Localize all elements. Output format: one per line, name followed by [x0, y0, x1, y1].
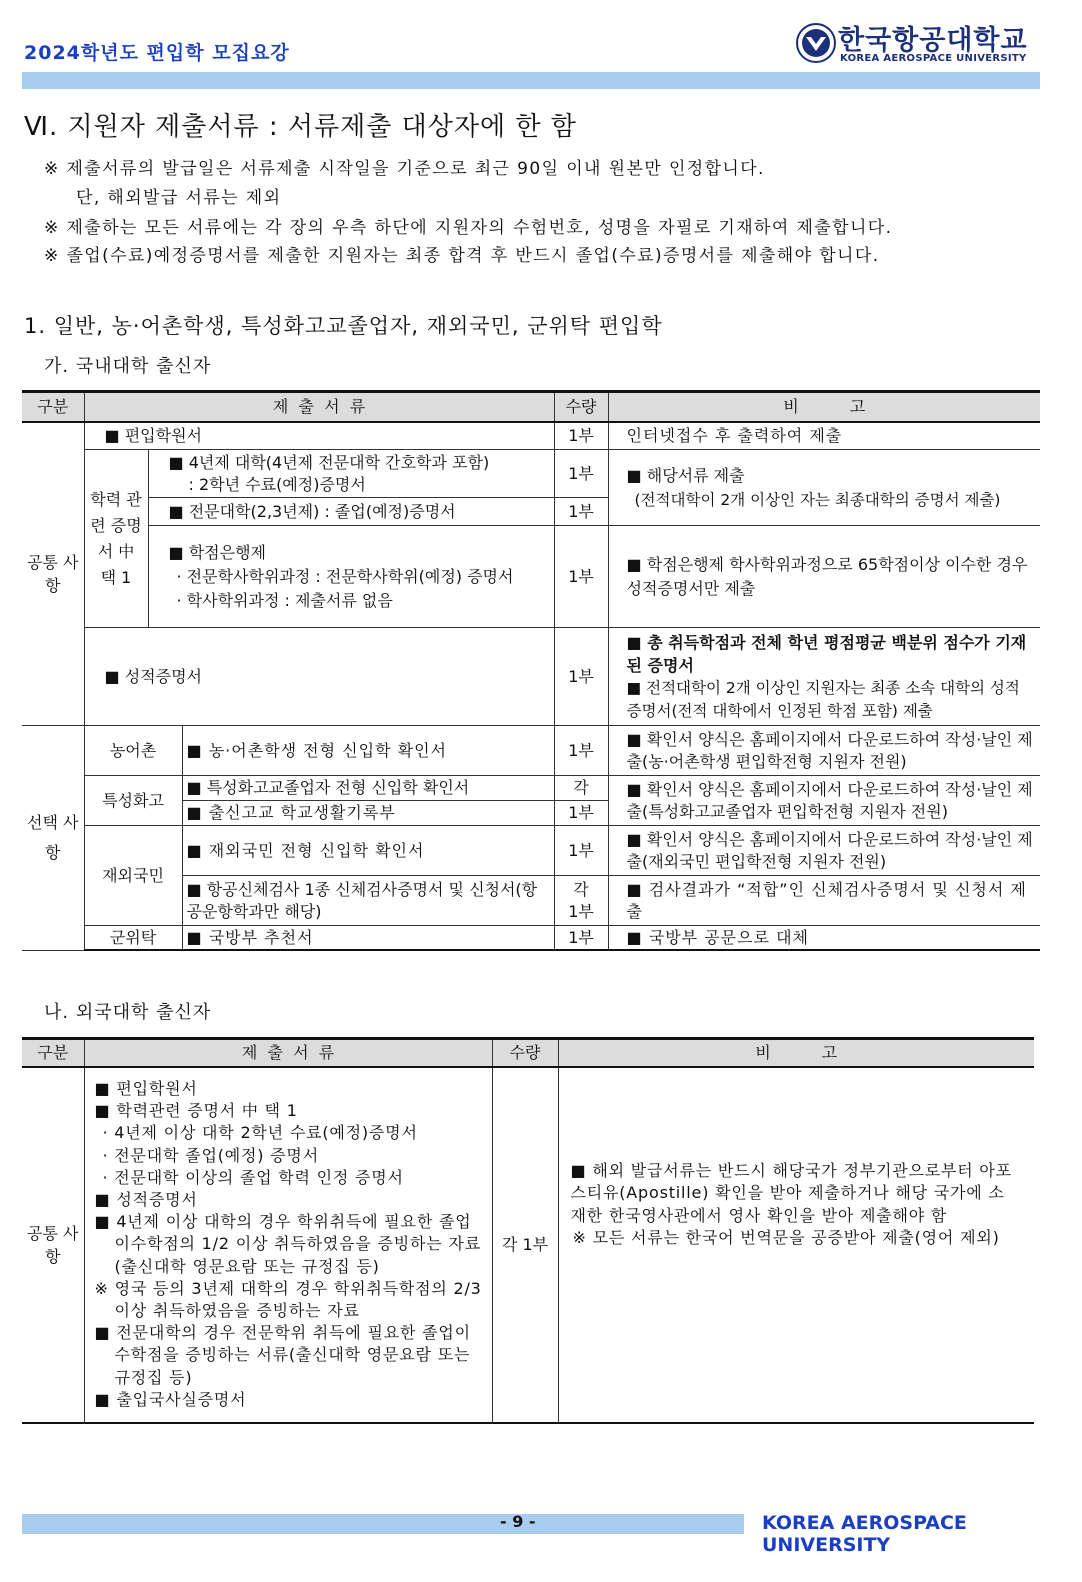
foreign-doc-item: ■ 전문대학의 경우 전문학위 취득에 필요한 졸업이수학점을 증빙하는 서류(출신대학 영문요람 또는 규정집 등) — [95, 1322, 486, 1389]
transcript-cell: ■ 성적증명서 — [84, 628, 554, 726]
university-4yr-cell: ■ 4년제 대학(4년제 전문대학 간호학과 포함) : 2학년 수료(예정)증명서 — [148, 450, 554, 498]
overseas-doc-cell: ■ 재외국민 전형 신입학 확인서 — [182, 826, 554, 876]
logo-korean: 한국항공대학교 — [838, 25, 1028, 56]
special-doc1-cell: ■ 특성화고교졸업자 전형 신입학 확인서 — [182, 776, 554, 801]
foreign-documents-table — [22, 1037, 1034, 1424]
quantity-cell: 1부 — [554, 801, 608, 826]
university-emblem-icon — [796, 21, 836, 65]
aviation-remark-cell: ■ 검사결과가 “적합”인 신체검사증명서 및 신청서 제출 — [608, 876, 1040, 926]
common-category-cell: 공통 사항 — [22, 422, 84, 726]
header-remarks: 비 고 — [608, 392, 1040, 422]
header-bar — [22, 72, 1040, 89]
foreign-doc-item: · 전문대학 이상의 졸업 학력 인정 증명서 — [102, 1167, 404, 1187]
quantity-cell: 1부 — [554, 422, 608, 450]
rural-label-cell: 농어촌 — [84, 726, 182, 776]
header-documents: 제 출 서 류 — [84, 392, 554, 422]
quantity-cell: 1부 — [554, 498, 608, 526]
quantity-cell: 1부 — [554, 628, 608, 726]
rural-doc-cell: ■ 농·어촌학생 전형 신입학 확인서 — [182, 726, 554, 776]
foreign-doc-item: ■ 4년제 이상 대학의 경우 학위취득에 필요한 졸업이수학점의 1/2 이상 취득하였음을 증빙하는 자료(출신대학 영문요람 또는 규정집 등) — [95, 1211, 486, 1278]
note-signature: ※ 제출하는 모든 서류에는 각 장의 우측 하단에 지원자의 수험번호, 성명을 자필로 기재하여 제출합니다. — [44, 218, 893, 238]
military-label-cell: 군위탁 — [84, 926, 182, 951]
note-overseas-exception: 단, 해외발급 서류는 제외 — [76, 188, 282, 208]
quantity-each-cell: 각 1부 — [554, 876, 608, 926]
select-category-cell: 선택 사항 — [22, 726, 84, 951]
quantity-cell: 1부 — [554, 726, 608, 776]
rural-remark-cell: ■ 확인서 양식은 홈페이지에서 다운로드하여 작성·날인 제출(농·어촌학생 편입학전형 지원자 전원) — [608, 726, 1040, 776]
quantity-cell: 1부 — [554, 826, 608, 876]
note-issue-date: ※ 제출서류의 발급일은 서류제출 시작일을 기준으로 최근 90일 이내 원본만 인정합니다. — [44, 159, 765, 179]
header-quantity: 수량 — [492, 1039, 558, 1067]
quantity-cell: 각 1부 — [492, 1067, 558, 1423]
foreign-doc-item: ■ 학력관련 증명서 中 택 1 — [95, 1100, 486, 1122]
special-label-cell: 특성화고 — [84, 776, 182, 826]
foreign-doc-item: ■ 성적증명서 — [95, 1189, 486, 1211]
transcript-remark-cell: ■ 총 취득학점과 전체 학년 평점평균 백분위 점수가 기재된 증명서 ■ 전적대학이 2개 이상인 지원자는 최종 소속 대학의 성적 증명서(전적 대학에서 인정된 학점 포함) 제출 — [608, 628, 1040, 726]
foreign-doc-item: ■ 출입국사실증명서 — [95, 1389, 486, 1411]
subsection-foreign: 나. 외국대학 출신자 — [44, 1002, 212, 1023]
page-number: - 9 - — [500, 1512, 536, 1531]
header-remarks: 비 고 — [558, 1039, 1034, 1067]
special-doc2-cell: ■ 출신고교 학교생활기록부 — [182, 801, 554, 826]
subsection-domestic: 가. 국내대학 출신자 — [44, 356, 212, 377]
foreign-doc-item: ■ 편입학원서 — [95, 1078, 486, 1100]
overseas-remark-cell: ■ 확인서 양식은 홈페이지에서 다운로드하여 작성·날인 제출(재외국민 편입학전형 지원자 전원) — [608, 826, 1040, 876]
subsection-title: 1. 일반, 농·어촌학생, 특성화고교졸업자, 재외국민, 군위탁 편입학 — [24, 314, 663, 338]
quantity-cell: 1부 — [554, 450, 608, 498]
aviation-doc-cell: ■ 항공신체검사 1종 신체검사증명서 및 신청서(항공운항학과만 해당) — [182, 876, 554, 926]
header-documents: 제 출 서 류 — [84, 1039, 492, 1067]
overseas-label-cell: 재외국민 — [84, 826, 182, 926]
foreign-remark-cell: ■ 해외 발급서류는 반드시 해당국가 정부기관으로부터 아포스티유(Apostille) 확인을 받아 제출하거나 해당 국가에 소재한 한국영사관에서 영사 확인을 받아 제출해야 함 ※ 모든 서류는 한국어 번역문을 공증받아 제출(영어 제외) — [558, 1067, 1034, 1423]
footer-university: KOREA AEROSPACE UNIVERSITY — [762, 1512, 967, 1556]
military-doc-cell: ■ 국방부 추천서 — [182, 926, 554, 951]
quantity-cell: 1부 — [554, 926, 608, 951]
credit-bank-remark-cell: ■ 학점은행제 학사학위과정으로 65학점이상 이수한 경우 성적증명서만 제출 — [608, 526, 1040, 628]
section-title: Ⅵ. 지원자 제출서류 : 서류제출 대상자에 한 함 — [24, 112, 577, 142]
application-form-cell: ■ 편입학원서 — [84, 422, 554, 450]
credit-bank-cell: ■ 학점은행제 · 전문학사학위과정 : 전문학사학위(예정) 증명서 · 학사학위과정 : 제출서류 없음 — [148, 526, 554, 628]
footer-bar — [22, 1514, 744, 1534]
domestic-documents-table — [22, 390, 1040, 951]
header-quantity: 수량 — [554, 392, 608, 422]
header-category: 구분 — [22, 1039, 84, 1067]
foreign-docs-cell — [84, 1067, 492, 1423]
foreign-doc-item: · 4년제 이상 대학 2학년 수료(예정)증명서 — [102, 1123, 418, 1143]
quantity-cell: 1부 — [554, 526, 608, 628]
common-category-cell: 공통 사항 — [22, 1067, 84, 1423]
application-remark-cell: 인터넷접수 후 출력하여 제출 — [608, 422, 1040, 450]
special-remark-cell: ■ 확인서 양식은 홈페이지에서 다운로드하여 작성·날인 제출(특성화고교졸업자 편입학전형 지원자 전원) — [608, 776, 1040, 826]
document-title: 2024학년도 편입학 모집요강 — [24, 42, 290, 64]
logo-english: KOREA AEROSPACE UNIVERSITY — [840, 53, 1027, 64]
military-remark-cell: ■ 국방부 공문으로 대체 — [608, 926, 1040, 951]
note-graduation-cert: ※ 졸업(수료)예정증명서를 제출한 지원자는 최종 합격 후 반드시 졸업(수료)증명서를 제출해야 합니다. — [44, 246, 880, 266]
header-category: 구분 — [22, 392, 84, 422]
foreign-doc-item: · 전문대학 졸업(예정) 증명서 — [102, 1145, 319, 1165]
college-cell: ■ 전문대학(2,3년제) : 졸업(예정)증명서 — [148, 498, 554, 526]
foreign-doc-item: ※ 영국 등의 3년제 대학의 경우 학위취득학점의 2/3 이상 취득하였음을 증빙하는 자료 — [94, 1278, 482, 1320]
quantity-each-cell: 각 — [554, 776, 608, 801]
education-cert-label-cell: 학력 관련 증명서 中 택 1 — [84, 450, 148, 628]
university-4yr-remark-cell: ■ 해당서류 제출 (전적대학이 2개 이상인 자는 최종대학의 증명서 제출) — [608, 450, 1040, 526]
